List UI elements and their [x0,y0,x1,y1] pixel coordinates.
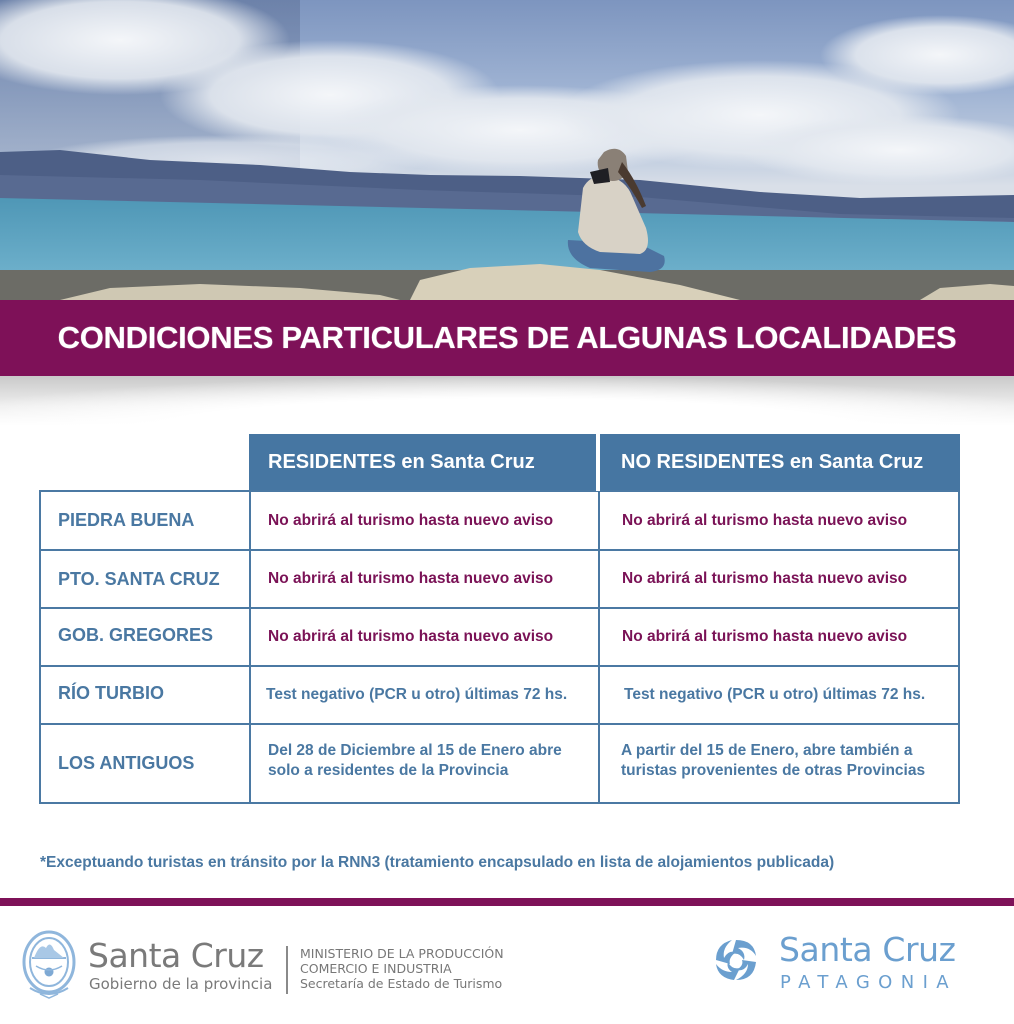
no-residentes-condition [601,725,958,802]
ministry-line: Secretaría de Estado de Turismo [300,976,503,991]
column-divider [598,492,600,802]
tourism-brand-subtitle: PATAGONIA [780,972,958,993]
table-row [41,492,958,549]
header-divider [596,434,600,491]
swirl-icon [710,934,762,986]
title-banner [0,300,1014,376]
locality-name: PTO. SANTA CRUZ [58,568,220,589]
hero-photo [0,0,1014,300]
condition-line: turistas provenientes de otras Provincias [621,761,926,779]
table-row [41,607,958,665]
tourism-brand-name: Santa Cruz [779,930,956,969]
ministry-line: COMERCIO E INDUSTRIA [300,961,452,976]
table-body [39,490,960,804]
no-residentes-condition: Test negativo (PCR u otro) últimas 72 hs. [624,686,926,703]
no-residentes-condition: No abrirá al turismo hasta nuevo aviso [622,570,908,587]
footer-rule [0,898,1014,906]
locality-name: GOB. GREGORES [58,624,214,645]
table-row [41,665,958,723]
residentes-condition: No abrirá al turismo hasta nuevo aviso [268,628,554,645]
no-residentes-condition: No abrirá al turismo hasta nuevo aviso [622,628,908,645]
table-row [41,723,958,802]
footer [0,906,1014,1024]
residentes-condition: Test negativo (PCR u otro) últimas 72 hs. [266,686,568,703]
residentes-condition: No abrirá al turismo hasta nuevo aviso [268,570,554,587]
locality-name: RÍO TURBIO [58,682,164,703]
banner-shadow [0,376,1014,426]
ministry-line: MINISTERIO DE LA PRODUCCIÓN [300,946,504,961]
government-subtitle: Gobierno de la provincia [89,975,273,993]
column-header-label: NO RESIDENTES en Santa Cruz [621,451,924,473]
condition-line: solo a residentes de la Provincia [268,761,509,779]
footnote: *Exceptuando turistas en tránsito por la RNN3 (tratamiento encapsulado en lista de alojamientos publicada) [40,854,835,871]
page-title: CONDICIONES PARTICULARES DE ALGUNAS LOCALIDADES [57,320,957,355]
table-row [41,549,958,607]
government-name: Santa Cruz [88,936,264,975]
column-divider [249,492,251,802]
locality-name: PIEDRA BUENA [58,510,195,530]
column-header-label: RESIDENTES en Santa Cruz [268,451,535,473]
condition-line: A partir del 15 de Enero, abre también a [621,741,913,759]
landscape-illustration [0,0,1014,300]
residentes-condition: No abrirá al turismo hasta nuevo aviso [268,511,554,529]
ministry-block [300,946,504,991]
column-header-residentes [249,434,596,491]
residentes-condition [251,725,600,802]
column-header-no-residentes [600,434,960,491]
condition-line: Del 28 de Diciembre al 15 de Enero abre [268,741,562,759]
provincial-crest-icon [20,928,78,1000]
no-residentes-condition: No abrirá al turismo hasta nuevo aviso [622,511,908,529]
locality-name: LOS ANTIGUOS [58,753,195,773]
logo-divider [286,946,288,994]
